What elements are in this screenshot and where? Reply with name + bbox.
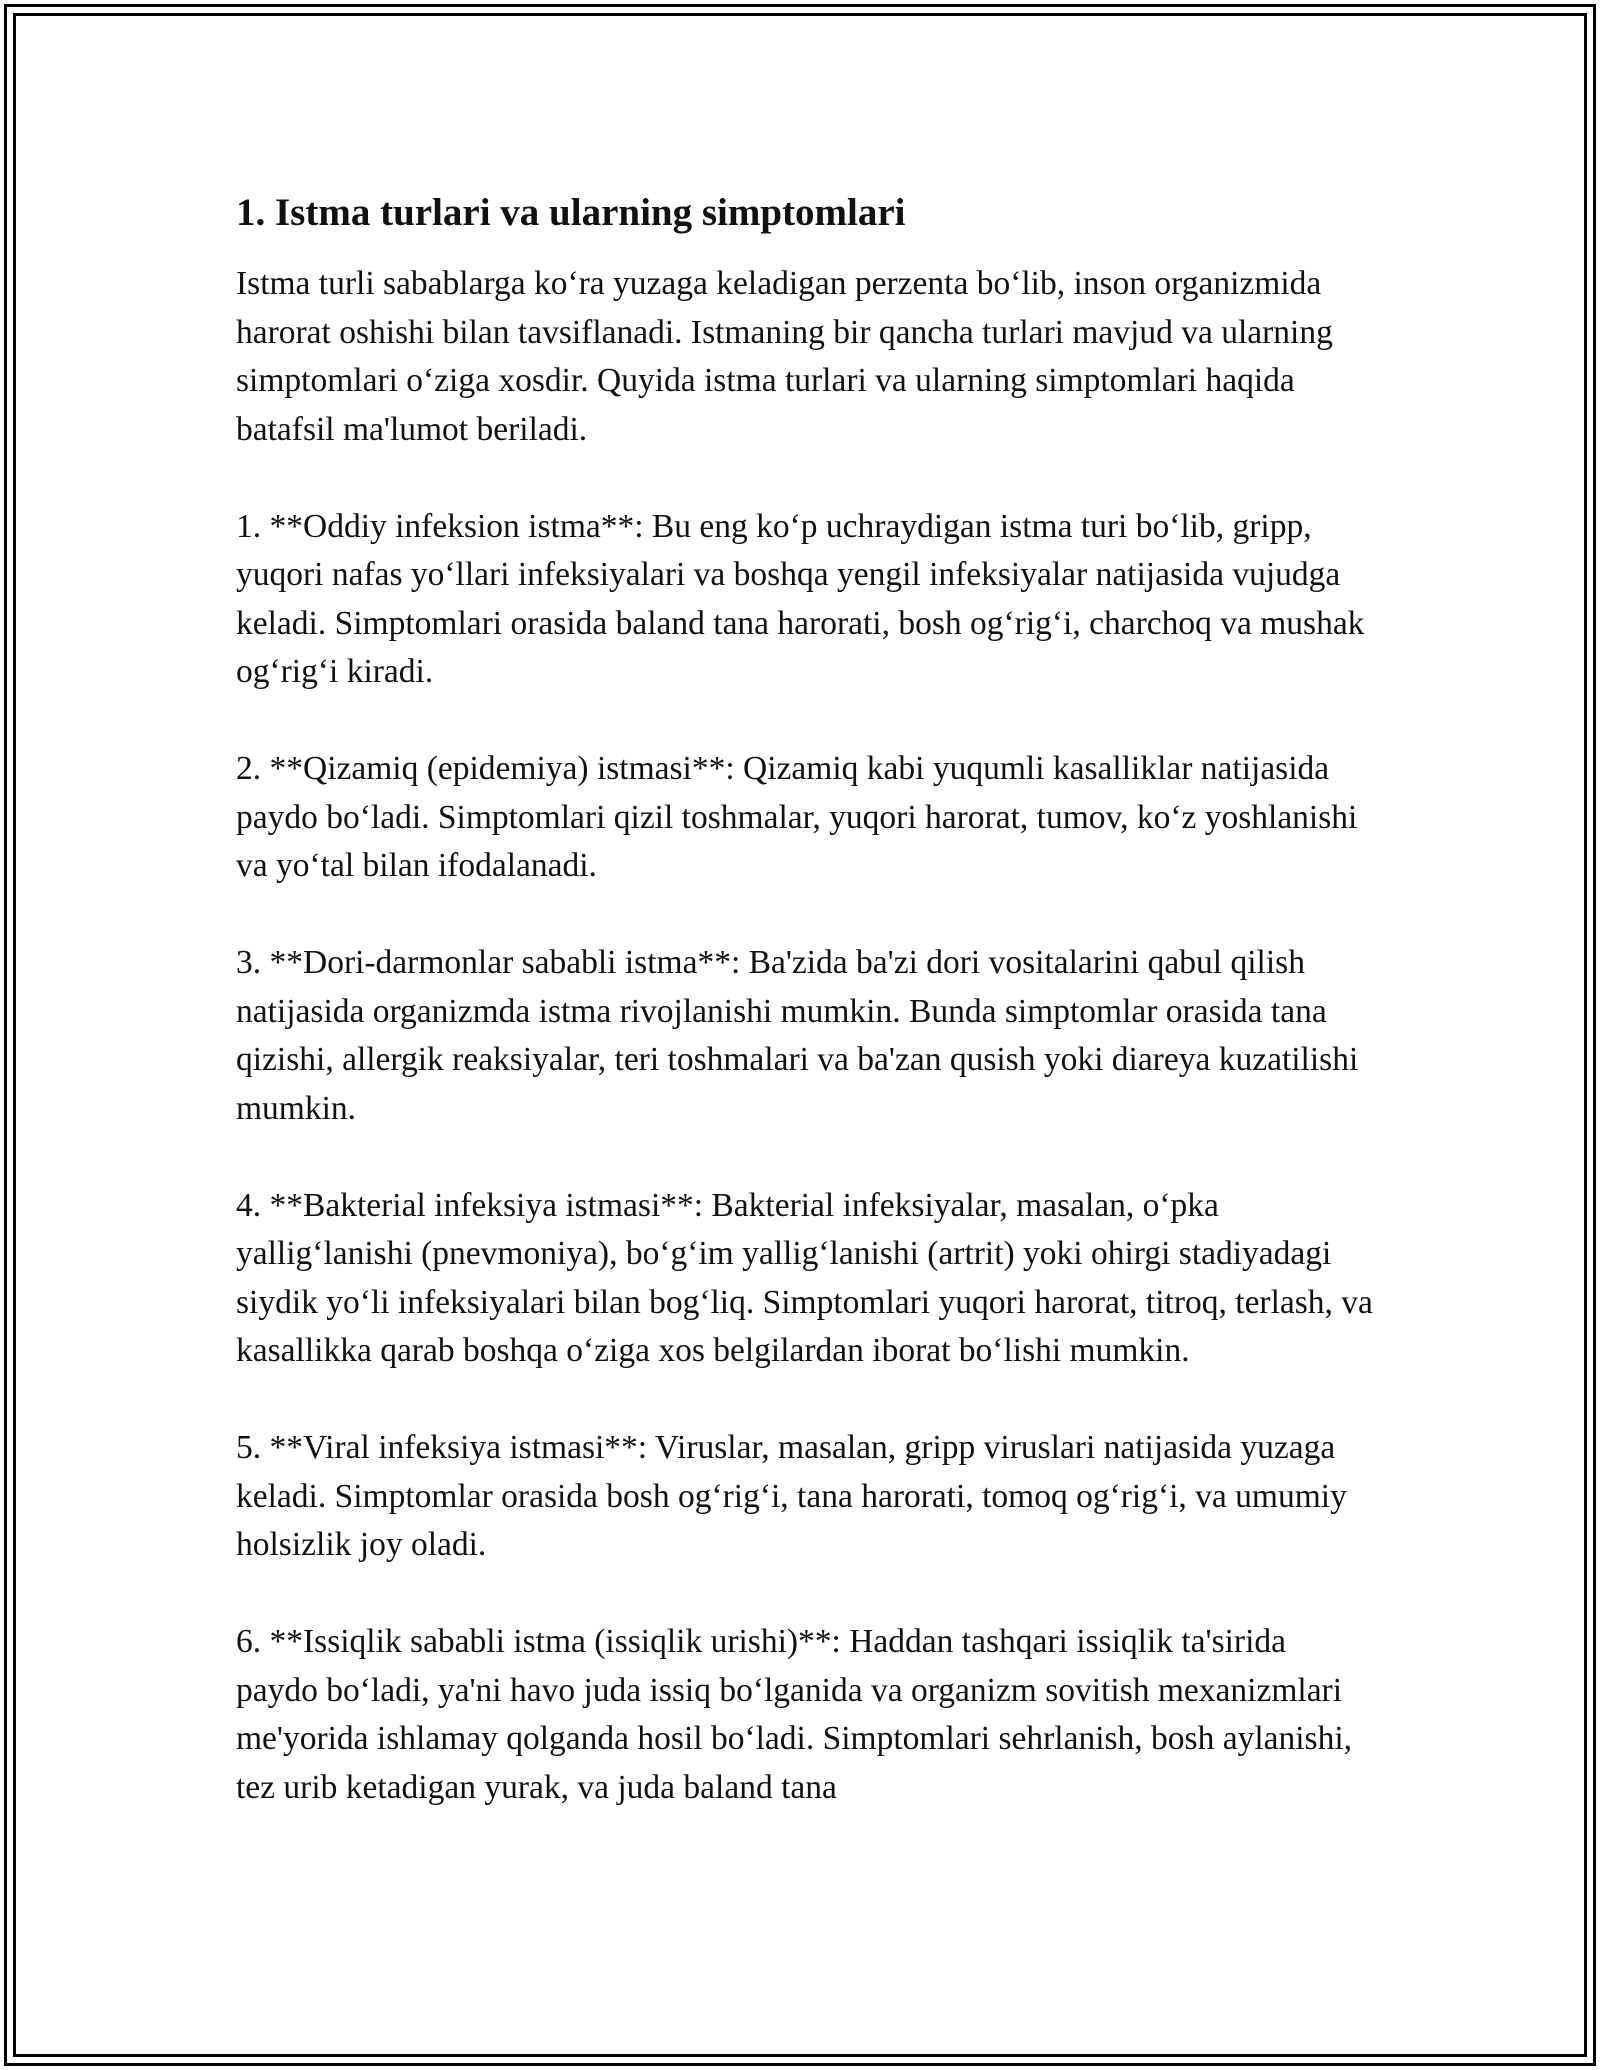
section-heading: 1. Istma turlari va ularning simptomlari <box>236 191 906 234</box>
document-body <box>236 186 1376 1861</box>
list-item-2-paragraph: 2. **Qizamiq (epidemiya) istmasi**: Qizamiq kabi yuqumli kasalliklar natijasida paydo bo‘ladi. Simptomlari qizil toshmalar, yuqori harorat, tumov, ko‘z yoshlanishi va yo‘tal bilan ifodalanadi. <box>236 750 1358 884</box>
list-item-1-paragraph: 1. **Oddiy infeksion istma**: Bu eng ko‘p uchraydigan istma turi bo‘lib, gripp, yuqori nafas yo‘llari infeksiyalari va boshqa yengil infeksiyalar natijasida vujudga keladi. Simptomlari orasida baland tana harorati, bosh og‘rig‘i, charchoq va mushak og‘rig‘i kiradi. <box>236 507 1365 690</box>
intro-paragraph: Istma turli sabablarga ko‘ra yuzaga keladigan perzenta bo‘lib, inson organizmida harorat oshishi bilan tavsiflanadi. Istmaning bir qancha turlari mavjud va ularning simptomlari o‘ziga xosdir. Quyida istma turlari va ularning simptomlari haqida batafsil ma'lumot beriladi. <box>236 265 1333 448</box>
list-item-3-paragraph: 3. **Dori-darmonlar sababli istma**: Ba'zida ba'zi dori vositalarini qabul qilish natijasida organizmda istma rivojlanishi mumkin. Bunda simptomlar orasida tana qizishi, allergik reaksiyalar, teri toshmalari va ba'zan qusish yoki diareya kuzatilishi mumkin. <box>236 944 1359 1127</box>
list-item-5-paragraph: 5. **Viral infeksiya istmasi**: Viruslar, masalan, gripp viruslari natijasida yuzaga keladi. Simptomlar orasida bosh og‘rig‘i, tana harorati, tomoq og‘rig‘i, va umumiy holsizlik joy oladi. <box>236 1429 1347 1563</box>
list-item-4-paragraph: 4. **Bakterial infeksiya istmasi**: Bakterial infeksiyalar, masalan, o‘pka yallig‘lanishi (pnevmoniya), bo‘g‘im yallig‘lanishi (artrit) yoki ohirgi stadiyadagi siydik yo‘li infeksiyalari bilan bog‘liq. Simptomlari yuqori harorat, titroq, terlash, va kasallikka qarab boshqa o‘ziga xos belgilardan iborat bo‘lishi mumkin. <box>236 1186 1373 1369</box>
list-item-6-paragraph: 6. **Issiqlik sababli istma (issiqlik urishi)**: Haddan tashqari issiqlik ta'sirida paydo bo‘ladi, ya'ni havo juda issiq bo‘lganida va organizm sovitish mexanizmlari me'yorida ishlamay qolganda hosil bo‘ladi. Simptomlari sehrlanish, bosh aylanishi, tez urib ketadigan yurak, va juda baland tana <box>236 1623 1353 1806</box>
